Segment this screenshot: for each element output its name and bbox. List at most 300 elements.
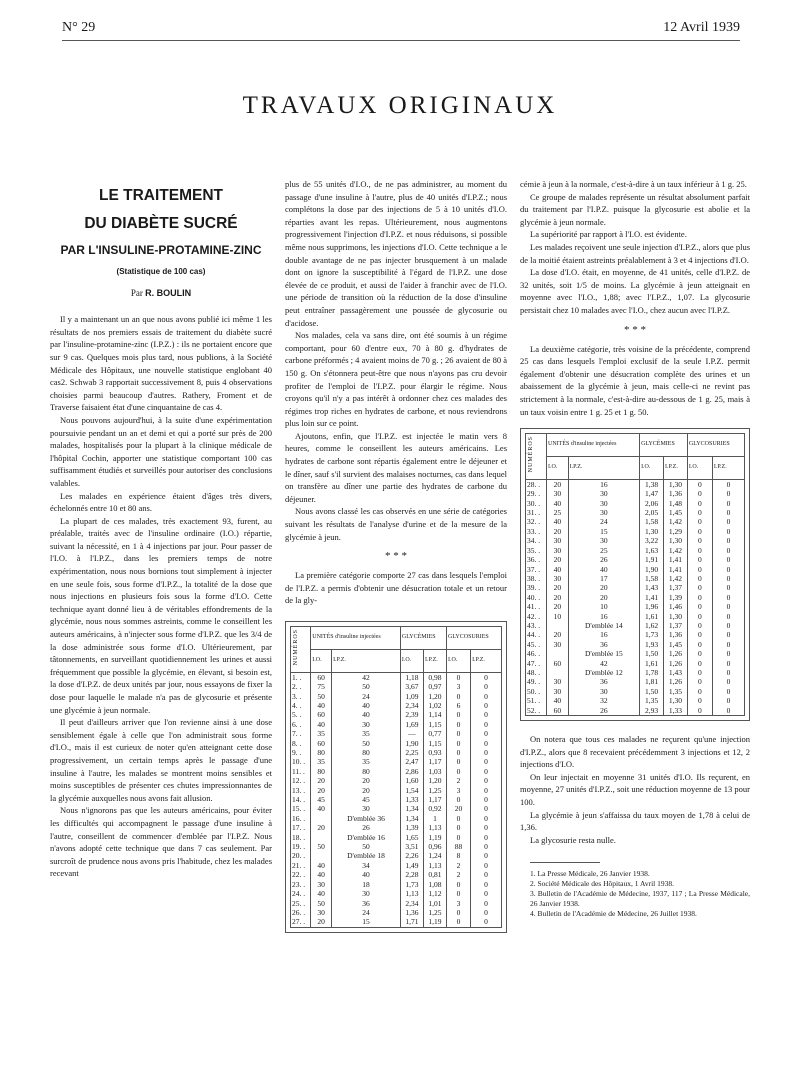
table-cell: 1,60 — [400, 776, 423, 785]
table-row — [526, 677, 745, 686]
paragraph: Nous n'ignorons pas que les auteurs américains, pour éviter les difficultés qui accompagnent le passage d'une insuline à l'autre, conseillent de commencer d'emblée par l'I.P.Z. Nous n'avons adopté cette technique que dans 7 cas seulement. Par surcroît de prudence nous avons pris l'habitude, chez les malades recevant — [50, 805, 272, 879]
table-cell: 0 — [687, 536, 712, 545]
table-cell: 0 — [712, 659, 744, 668]
paragraph: Les malades reçoivent une seule injection d'I.P.Z., alors que plus de la moitié étaient astreints préalablement à 3 et 4 injections d'I.O. — [520, 241, 750, 265]
table-cell: 1. . — [291, 672, 311, 682]
table-cell: 12. . — [291, 776, 311, 785]
table-cell: 1,62 — [640, 621, 664, 630]
table-cell: 1,26 — [663, 659, 687, 668]
table-cell: 0 — [471, 776, 502, 785]
table-cell: 40 — [547, 499, 569, 508]
table-cell: 1,47 — [640, 489, 664, 498]
article-title-line-2: DU DIABÈTE SUCRÉ — [84, 215, 238, 232]
table-cell: 1,46 — [663, 602, 687, 611]
table-cell: 1,54 — [400, 786, 423, 795]
table-cell: 35. . — [526, 546, 547, 555]
table-cell: 50 — [311, 899, 332, 908]
table-cell: 20 — [547, 593, 569, 602]
table-cell: 1,73 — [400, 880, 423, 889]
table-cell: 0 — [471, 814, 502, 823]
footnote: 1. La Presse Médicale, 26 Janvier 1938. — [530, 869, 650, 879]
col-header-io: I.O. — [447, 649, 471, 672]
table-cell: 30 — [568, 687, 639, 696]
paragraph: Les malades en expérience étaient d'âges très divers, échelonnés entre 10 et 80 ans. — [50, 490, 272, 514]
table-cell: 17 — [568, 574, 639, 583]
table-row — [291, 917, 502, 927]
col-header-numeros: NUMÉROS — [291, 627, 311, 673]
table-cell: 0 — [712, 517, 744, 526]
table-cell: 6. . — [291, 720, 311, 729]
table-cell: 20 — [568, 583, 639, 592]
table-cell: 20 — [332, 776, 401, 785]
paragraph: cémie à jeun à la normale, c'est-à-dire à un taux inférieur à 1 g. 25. — [520, 179, 747, 189]
table-cell: 0 — [471, 908, 502, 917]
table-row — [526, 602, 745, 611]
table-cell: 36 — [568, 640, 639, 649]
paragraph: Nos malades, cela va sans dire, ont été soumis à un régime comportant, pour 60 d'entre eux, 70 à 80 g. d'hydrates de carbone préformés ; 4 avaient moins de 70 g. ; 26 avaient de 80 à 150 g. On s'étonnera peut-être que nous n'ayons pas cru devoir profiter de l'emploi de l'I.P.Z. pour élargir le régime. Nous croyons qu'il n'y a pas intérêt à ordonner chez ces malades des régimes trop riches en hydrates de carbone, et nous reviendrons plus loin sur ce point. — [285, 330, 507, 429]
table-cell: 20 — [568, 593, 639, 602]
table-row — [291, 804, 502, 813]
table-cell: 1,93 — [640, 640, 664, 649]
table-cell: 30 — [547, 677, 569, 686]
table-cell: 0 — [712, 555, 744, 564]
table-row — [291, 833, 502, 842]
table-cell: 40 — [568, 565, 639, 574]
table-cell: 0 — [447, 692, 471, 701]
table-row — [291, 908, 502, 917]
author-line — [50, 287, 272, 300]
table-cell: 1,43 — [663, 668, 687, 677]
table-cell: 1,13 — [423, 823, 446, 832]
table-cell: 20 — [332, 786, 401, 795]
table-cell: 0 — [712, 593, 744, 602]
table-cell: 0 — [687, 630, 712, 639]
table-cell: 0 — [471, 889, 502, 898]
table-cell: 0 — [712, 527, 744, 536]
table-cell: 0 — [447, 767, 471, 776]
table-row — [291, 870, 502, 879]
table-cell: 3. . — [291, 692, 311, 701]
table-cell: 26 — [332, 823, 401, 832]
table-cell: 0 — [712, 640, 744, 649]
table-cell: 47. . — [526, 659, 547, 668]
col-header-glycosuries: GLYCOSURIES — [687, 434, 744, 457]
table-cell: 1,81 — [640, 677, 664, 686]
table-row — [291, 748, 502, 757]
table-cell: 30 — [568, 499, 639, 508]
col-header-ipz: I.P.Z. — [568, 456, 639, 479]
table-cell: 3 — [447, 682, 471, 691]
col-header-ipz: I.P.Z. — [712, 456, 744, 479]
table-cell: 1,13 — [423, 861, 446, 870]
table-cell: 0 — [712, 621, 744, 630]
table-cell: 0,96 — [423, 842, 446, 851]
table-cell: 50 — [332, 842, 401, 851]
table-cell: 1,25 — [423, 786, 446, 795]
table-cell: 1,17 — [423, 757, 446, 766]
paragraph: La glycémie à jeun s'affaissa du taux moyen de 1,78 à celui de 1,36. — [520, 809, 750, 833]
footnote: 2. Société Médicale des Hôpitaux, 1 Avril 1938. — [530, 879, 674, 889]
table-cell: 0 — [687, 546, 712, 555]
table-cell: 1,61 — [640, 659, 664, 668]
table-cell: 1,36 — [400, 908, 423, 917]
table-row — [291, 776, 502, 785]
table-row — [526, 574, 745, 583]
table-cell: 1,90 — [400, 739, 423, 748]
table-cell: 1,30 — [663, 612, 687, 621]
table-cell: 0 — [712, 574, 744, 583]
table-cell: 1,03 — [423, 767, 446, 776]
paragraph: Nous pouvons aujourd'hui, à la suite d'une expérimentation poursuivie pendant un an et demi et qui a porté sur près de 200 malades, hospitalisés pour la plupart à la clinique médicale de l'hôpital Cochin, apporter une statistique comportant 100 cas suffisamment étudiés et surveillés pour autoriser des conclusions valables. — [50, 414, 272, 488]
table-cell: 0 — [471, 917, 502, 927]
table-cell: 15 — [568, 527, 639, 536]
table-cell: 18. . — [291, 833, 311, 842]
table-cell: 38. . — [526, 574, 547, 583]
table-cell: 1,50 — [640, 687, 664, 696]
table-cell — [311, 814, 332, 823]
table-row — [291, 861, 502, 870]
table-cell — [311, 851, 332, 860]
table-cell: 1,24 — [423, 851, 446, 860]
table-cell: 1,37 — [663, 583, 687, 592]
table-row — [291, 767, 502, 776]
table-row — [526, 546, 745, 555]
table-row — [526, 508, 745, 517]
table-cell: 45 — [311, 795, 332, 804]
table-cell: 1 — [423, 814, 446, 823]
table-cell: 2 — [447, 776, 471, 785]
table-cell: 80 — [311, 748, 332, 757]
table-cell: 27. . — [291, 917, 311, 927]
table-cell: 1,33 — [400, 795, 423, 804]
table-cell: 0 — [712, 677, 744, 686]
table-row — [291, 851, 502, 860]
table-cell: 42 — [332, 672, 401, 682]
table-cell: 18 — [332, 880, 401, 889]
table-cell: 1,65 — [400, 833, 423, 842]
footnote-rule — [530, 862, 600, 863]
table-cell: 0 — [687, 565, 712, 574]
table-cell — [547, 621, 569, 630]
table-cell: 0,92 — [423, 804, 446, 813]
table-cell: 51. . — [526, 696, 547, 705]
table-cell: 0 — [471, 833, 502, 842]
table-cell: 60 — [547, 706, 569, 716]
table-cell: 0 — [687, 677, 712, 686]
table-cell: 2,25 — [400, 748, 423, 757]
table-cell: 1,96 — [640, 602, 664, 611]
table-cell: 32 — [568, 696, 639, 705]
table-cell: 1,34 — [400, 804, 423, 813]
table-row — [526, 593, 745, 602]
table-cell: 0 — [712, 508, 744, 517]
table-cell: 32. . — [526, 517, 547, 526]
table-cell: 20 — [547, 527, 569, 536]
table-row — [291, 889, 502, 898]
table-cell: 11. . — [291, 767, 311, 776]
table-cell: 20 — [547, 555, 569, 564]
table-cell: 39. . — [526, 583, 547, 592]
footnote: 3. Bulletin de l'Académie de Médecine, 1937, 117 ; La Presse Médicale, 26 Janvier 1938. — [530, 889, 750, 909]
table-cell: 43. . — [526, 621, 547, 630]
table-cell: 1,26 — [663, 649, 687, 658]
table-cell: 1,45 — [663, 640, 687, 649]
table-cell: 1,15 — [423, 720, 446, 729]
table-cell: 0 — [471, 880, 502, 889]
table-cell: 60 — [311, 710, 332, 719]
table-cell: 50 — [332, 682, 401, 691]
table-row — [526, 499, 745, 508]
paragraph: La plupart de ces malades, très exactement 93, furent, au préalable, traités avec de l'insuline ordinaire (I.O.) répartie, suivant la nécessité, en 1 à 4 injections par jour. Pour passer de l'I.O. à l'I.P.Z., dans les premiers temps de notre expérimentation, nous nous bornions tout simplement à injecter en une seule fois, sous forme d'I.P.Z., la totalité de la dose que nous injections en plusieurs fois sous la forme d'I.O. Cette technique ayant donné lieu à de véritables effondrements de la glycémie, nous nous sommes astreints, comme le conseillent les auteurs américains, à n'injecter sous forme d'I.P.Z. que les 3/4 de la dose administrée sous forme d'I.O. Ultérieurement, par tâtonnements, en surveillant quotidiennement les urines et aussi fréquemment que possible la glycémie, en élevant, si besoin est, la dose d'I.P.Z. de deux unités par jour, nous essayons de fixer la dose pour laquelle le malade n'a pas de glycosurie et présente une glycémie à jeun normale. — [50, 515, 272, 715]
table-cell: 4. . — [291, 701, 311, 710]
table-cell: 3,67 — [400, 682, 423, 691]
table-cell: 8 — [447, 851, 471, 860]
table-row — [526, 527, 745, 536]
table-cell: 10. . — [291, 757, 311, 766]
table-cell: 40 — [311, 720, 332, 729]
table-cell: 30 — [547, 546, 569, 555]
table-cell: 0 — [471, 870, 502, 879]
table-cell: 35 — [311, 729, 332, 738]
table-cell: 0 — [471, 729, 502, 738]
table-cell: 20 — [311, 823, 332, 832]
table-cell: 0 — [712, 649, 744, 658]
table-cell: 1,30 — [663, 536, 687, 545]
paragraph: La deuxième catégorie, très voisine de la précédente, comprend 25 cas dans lesquels l'emploi exclusif de la seule I.P.Z. permit également d'obtenir une désucration complète des urines et un abaissement de la glycémie à jeun, mais celle-ci ne revint pas strictement à la normale, c'est-à-dire au-dessous de 1 g. 25, mais à un taux voisin entre 1 g. 25 et 1 g. 50. — [520, 343, 750, 417]
table-cell: 30 — [568, 536, 639, 545]
table-row — [526, 696, 745, 705]
table-cell: 20 — [311, 917, 332, 927]
table-cell: 0 — [687, 593, 712, 602]
table-cell: 0 — [687, 687, 712, 696]
table-cell: 0,77 — [423, 729, 446, 738]
table-cell: 30 — [547, 640, 569, 649]
paragraph: La supériorité par rapport à l'I.O. est évidente. — [530, 229, 687, 240]
table-cell: 0,93 — [423, 748, 446, 757]
table-cell: 0 — [687, 479, 712, 489]
table-cell: 3,22 — [640, 536, 664, 545]
table-cell: 0 — [712, 706, 744, 716]
table-cell: 48. . — [526, 668, 547, 677]
table-cell: 0 — [712, 583, 744, 592]
table-cell: 0 — [471, 701, 502, 710]
table-cell: 30 — [568, 489, 639, 498]
table-cell: 16 — [568, 612, 639, 621]
table-row — [291, 795, 502, 804]
table-cell: 1,20 — [423, 776, 446, 785]
table-row — [291, 842, 502, 851]
table-cell: 30. . — [526, 499, 547, 508]
table-cell: 0 — [687, 508, 712, 517]
table-row — [291, 710, 502, 719]
table-cell: 1,90 — [640, 565, 664, 574]
author-name: R. BOULIN — [145, 287, 192, 298]
table-cell: D'emblée 15 — [568, 649, 639, 658]
table-cell: 1,58 — [640, 517, 664, 526]
table-row — [526, 517, 745, 526]
table-cell: 0 — [687, 696, 712, 705]
table-cell: 0 — [687, 555, 712, 564]
table-cell: 2,39 — [400, 710, 423, 719]
table-cell: 0 — [712, 696, 744, 705]
col-header-unites: UNITÉS d'insuline injectées — [547, 434, 640, 457]
table-cell: 40 — [547, 517, 569, 526]
table-cell: 1,09 — [400, 692, 423, 701]
table-cell: 0 — [447, 917, 471, 927]
table-row — [291, 823, 502, 832]
table-cell: 50 — [311, 842, 332, 851]
table-cell: 15 — [332, 917, 401, 927]
col-header-io: I.O. — [687, 456, 712, 479]
table-cell: 1,15 — [423, 739, 446, 748]
paragraph: On notera que tous ces malades ne reçurent qu'une injection d'I.P.Z., alors que 8 recevaient précédemment 3 injections et 12, 2 injections d'I.O. — [520, 734, 750, 770]
table-row — [526, 706, 745, 716]
table-cell: 1,71 — [400, 917, 423, 927]
table-cell: 42 — [568, 659, 639, 668]
table-cell: 0 — [447, 833, 471, 842]
col-header-glycemies: GLYCÉMIES — [640, 434, 688, 457]
table-cell: 1,08 — [423, 880, 446, 889]
table-cell: 1,25 — [423, 908, 446, 917]
table-cell: 1,39 — [663, 593, 687, 602]
table-cell: 30 — [311, 880, 332, 889]
table-cell: 20 — [547, 630, 569, 639]
table-cell: 23. . — [291, 880, 311, 889]
col-header-ipz: I.P.Z. — [663, 456, 687, 479]
table-cell: 0 — [471, 842, 502, 851]
paragraph: Ajoutons, enfin, que l'I.P.Z. est injectée le matin vers 8 heures, comme le conseillent les auteurs américains. Les hydrates de carbone sont répartis également entre le déjeuner et le dîner, sauf s'il survient des malaises nocturnes, cas dans lequel on transfère au dîner une partie des hydrates de carbone du déjeuner. — [285, 430, 507, 504]
table-cell: 2,34 — [400, 701, 423, 710]
table-cell: 34 — [332, 861, 401, 870]
paragraph: Il y a maintenant un an que nous avons publié ici même 1 les résultats de nos premiers essais de traitement du diabète sucré par l'insuline-protamine-zinc (I.P.Z.) : ils ne portaient encore que sur 9 cas. Quelques mois plus tard, nous publions, à la Société Médicale des Hôpitaux, une nouvelle statistique englobant 40 cas2. Schwab 3 rapportait successivement 8, puis 4 observations choisies parmi beaucoup d'autres. Rathery, Froment et de Traverse faisaient état d'une cinquantaine de cas 4. — [50, 314, 272, 413]
table-cell: 0 — [471, 861, 502, 870]
table-cell: 36. . — [526, 555, 547, 564]
table-cell: 0 — [471, 823, 502, 832]
table-cell: 1,36 — [663, 489, 687, 498]
table-cell: 0 — [687, 517, 712, 526]
table-cell: 2 — [447, 861, 471, 870]
page-number: N° 29 — [62, 20, 96, 35]
table-cell: 0 — [447, 795, 471, 804]
table-cell: 25 — [547, 508, 569, 517]
table-cell: 0 — [687, 640, 712, 649]
column-3 — [520, 178, 750, 919]
table-cell: 24 — [568, 517, 639, 526]
table-cell: 1,17 — [423, 795, 446, 804]
table-cell: 1,19 — [423, 917, 446, 927]
table-cell: 33. . — [526, 527, 547, 536]
table-cell: 0 — [471, 710, 502, 719]
table-cell: 0 — [712, 536, 744, 545]
table-cell: 25 — [568, 546, 639, 555]
table-cell: 0 — [712, 479, 744, 489]
table-cell: 35 — [311, 757, 332, 766]
table-cell: 40 — [311, 804, 332, 813]
table-cell: 30 — [332, 889, 401, 898]
table-cell: 1,69 — [400, 720, 423, 729]
table-cell: 20 — [547, 583, 569, 592]
table-cell: 1,41 — [640, 593, 664, 602]
table-cell: 0 — [471, 682, 502, 691]
footnote: 4. Bulletin de l'Académie de Médecine, 26 Juillet 1938. — [530, 909, 697, 919]
table-cell: 60 — [311, 739, 332, 748]
paragraph: On leur injectait en moyenne 31 unités d'I.O. Ils reçurent, en moyenne, 27 unités d'I.P.Z., soit une réduction moyenne de 13 pour 100. — [520, 771, 750, 807]
table-cell: 1,41 — [663, 565, 687, 574]
table-body-2 — [526, 479, 745, 715]
paragraph: Nous avons classé les cas observés en une série de catégories suivant les résultats de l'analyse d'urine et de la mesure de la glycémie à jeun. — [285, 506, 507, 542]
col-header-io: I.O. — [640, 456, 664, 479]
table-cell: 45. . — [526, 640, 547, 649]
table-cell: 0 — [447, 908, 471, 917]
table-cell: 0 — [712, 546, 744, 555]
table-cell: 0 — [712, 612, 744, 621]
table-cell: 1,12 — [423, 889, 446, 898]
col-header-ipz: I.P.Z. — [423, 649, 446, 672]
table-cell: 0 — [687, 499, 712, 508]
table-cell: 0 — [447, 814, 471, 823]
table-cell: 26. . — [291, 908, 311, 917]
table-cell: 0 — [712, 687, 744, 696]
paragraph: Il peut d'ailleurs arriver que l'on revienne ainsi à une dose sensiblement égale à celle que l'on administrait sous forme d'I.O., mais il est curieux de noter qu'en atteignant cette dose progressivement, un certain temps après le passage d'une insuline à l'autre, les malades se montrent moins sensibles et moins susceptibles de présenter ces chutes impressionnantes de la glycémie auxquelles nous avons fait allusion. — [50, 717, 272, 803]
table-cell: 40 — [311, 861, 332, 870]
col-header-io: I.O. — [547, 456, 569, 479]
section-separator: * * * — [624, 323, 646, 336]
table-cell: 75 — [311, 682, 332, 691]
table-cell — [547, 668, 569, 677]
table-row — [526, 555, 745, 564]
table-cell: 36 — [568, 677, 639, 686]
table-row — [526, 612, 745, 621]
paragraph: plus de 55 unités d'I.O., de ne pas administrer, au moment du passage d'une insuline à l'autre, plus de 40 unités d'I.P.Z.; nous complétons la dose par des injections de 5 à 10 unités d'I.O. réparties avant les repas. Ultérieurement, nous augmentons progressivement l'injection d'I.P.Z. et nous réduisons, si possible même nous supprimons, les injections d'I.O. Cette technique a le double avantage de ne pas injecter brusquement à un malade dont on ignore la susceptibilité à l'égard de l'I.P.Z. une dose élevée de ce produit, et aussi de l'aider à franchir avec de l'I.O. une période de transition où la réduction de la dose d'insuline peut entraîner passagèrement une poussée de glycosurie ou d'acidose. — [285, 179, 507, 328]
table-cell: 2,47 — [400, 757, 423, 766]
col-header-numeros: NUMÉROS — [526, 434, 547, 480]
table-cell: 44. . — [526, 630, 547, 639]
table-cell: 34. . — [526, 536, 547, 545]
col-header-io: I.O. — [311, 649, 332, 672]
header-rule — [62, 40, 740, 41]
col-header-ipz: I.P.Z. — [332, 649, 401, 672]
table-cell: 16 — [568, 479, 639, 489]
table-cell: 0 — [471, 672, 502, 682]
table-cell: 1,91 — [640, 555, 664, 564]
table-box-2 — [520, 428, 750, 721]
table-cell: 0 — [687, 574, 712, 583]
table-cell: 42. . — [526, 612, 547, 621]
table-cell: D'emblée 16 — [332, 833, 401, 842]
table-cell: 24. . — [291, 889, 311, 898]
table-cell: 1,43 — [640, 583, 664, 592]
table-cell: 0 — [447, 880, 471, 889]
table-cell: 2,26 — [400, 851, 423, 860]
table-cell: 80 — [332, 767, 401, 776]
table-cell: 40 — [332, 710, 401, 719]
table-row — [291, 701, 502, 710]
section-separator: * * * — [385, 550, 407, 563]
table-cell: 1,35 — [640, 696, 664, 705]
table-cell: 45 — [332, 795, 401, 804]
table-cell — [547, 649, 569, 658]
table-cell: 1,30 — [663, 696, 687, 705]
table-cell: 49. . — [526, 677, 547, 686]
paragraph: La première catégorie comporte 27 cas dans lesquels l'emploi de l'I.P.Z. a permis d'obtenir une désucration totale et un retour de la gly- — [285, 570, 507, 606]
table-cell: 2,93 — [640, 706, 664, 716]
table-cell: 0 — [471, 748, 502, 757]
table-cell: 25. . — [291, 899, 311, 908]
table-row — [291, 786, 502, 795]
table-cell: 1,41 — [663, 555, 687, 564]
table-cell: 50 — [311, 692, 332, 701]
table-row — [291, 814, 502, 823]
